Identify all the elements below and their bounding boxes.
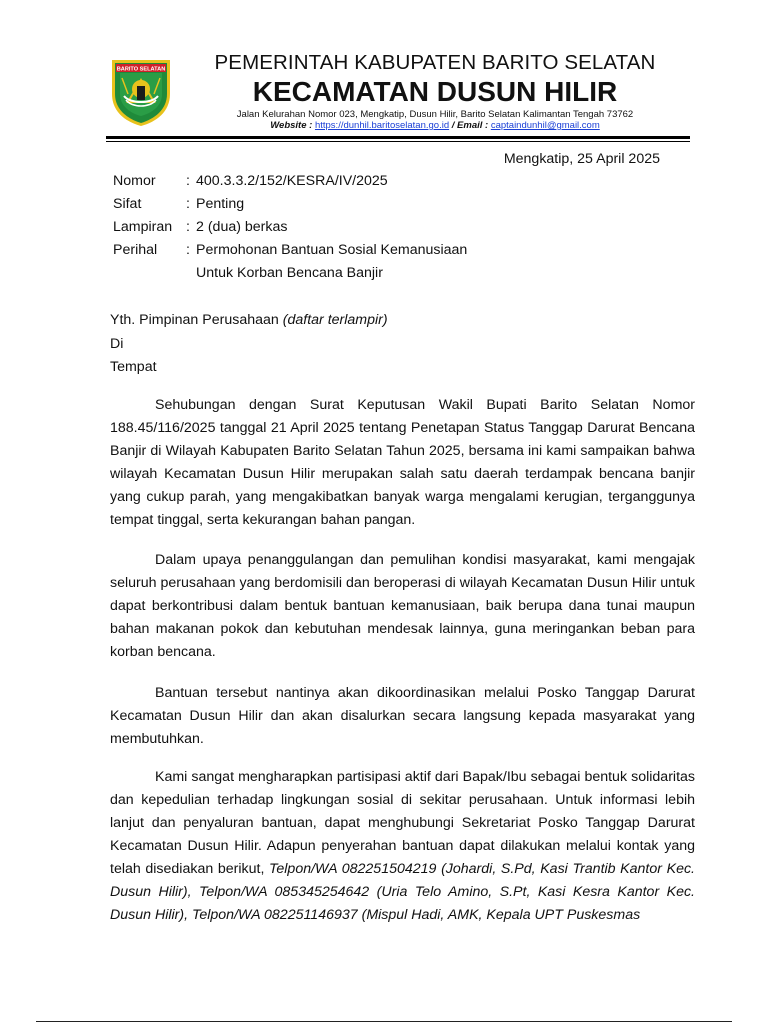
contact-separator: / [451, 120, 455, 131]
meta-lampiran-value: 2 (dua) berkas [196, 219, 288, 235]
meta-colon: : [186, 173, 190, 189]
meta-perihal-label: Perihal [113, 242, 158, 258]
letter-meta [113, 170, 467, 285]
page-bottom-rule [36, 1021, 732, 1022]
addressee-line-3: Tempat [110, 359, 157, 375]
meta-colon: : [186, 196, 190, 212]
meta-perihal-value: Permohonan Bantuan Sosial Kemanusiaan [196, 242, 468, 258]
meta-nomor-label: Nomor [113, 173, 156, 189]
email-link[interactable]: captaindunhil@gmail.com [490, 120, 600, 131]
meta-lampiran-label: Lampiran [113, 219, 173, 235]
addressee-line-2: Di [110, 335, 124, 352]
body-paragraph-3: Bantuan tersebut nantinya akan dikoordinasikan melalui Posko Tanggap Darurat Kecamatan Dusun Hilir dan akan disalurkan secara langsung kepada masyarakat yang membutuhkan. [110, 685, 695, 747]
meta-nomor-value: 400.3.3.2/152/KESRA/IV/2025 [196, 173, 388, 189]
letterhead-rule-thick [106, 136, 690, 139]
body-paragraph-1: Sehubungan dengan Surat Keputusan Wakil Bupati Barito Selatan Nomor 188.45/116/2025 tanggal 21 April 2025 tentang Penetapan Status Tanggap Darurat Bencana Banjir di Wilayah Kabupaten Barito Selatan Tahun 2025, bersama ini kami sampaikan bahwa wilayah Kecamatan Dusun Hilir merupakan salah satu daerah terdampak bencana banjir yang cukup parah, yang mengakibatkan banyak warga mengalami kerugian, terganggunya tempat tinggal, serta kekurangan bahan pangan. [110, 397, 695, 528]
letterhead-rule-thin [106, 141, 690, 142]
body-paragraph-4-contacts: Telpon/WA 082251504219 (Johardi, S.Pd, Kasi Trantib Kantor Kec. Dusun Hilir), Telpon/WA 085345254642 (Uria Telo Amino, S.Pt, Kasi Kesra Kantor Kec. Dusun Hilir), Telpon/WA 082251146937 (Mispul Hadi, AMK, Kepala UPT Puskesmas [110, 861, 695, 923]
meta-sifat [113, 193, 467, 216]
meta-perihal-value-2: Untuk Korban Bencana Banjir [196, 265, 383, 281]
meta-nomor [113, 170, 467, 193]
office-contact [180, 120, 690, 132]
meta-perihal-continued [113, 262, 467, 285]
addressee-block [110, 309, 388, 380]
website-link[interactable]: https://dunhil.baritoselatan.go.id [314, 120, 450, 131]
letter-date: Mengkatip, 25 April 2025 [503, 151, 660, 167]
office-name: KECAMATAN DUSUN HILIR [252, 76, 618, 107]
barito-selatan-emblem-icon [108, 56, 174, 128]
addressee-line-1 [110, 309, 388, 333]
government-name: PEMERINTAH KABUPATEN BARITO SELATAN [214, 51, 656, 74]
body-paragraph-4 [110, 766, 695, 927]
addressee-recipient: Yth. Pimpinan Perusahaan [110, 312, 279, 328]
meta-lampiran [113, 216, 467, 239]
body-paragraph-2: Dalam upaya penanggulangan dan pemulihan kondisi masyarakat, kami mengajak seluruh perusahaan yang berdomisili dan beroperasi di wilayah Kecamatan Dusun Hilir untuk dapat berkontribusi dalam bentuk bantuan kemanusiaan, baik berupa dana tunai maupun bahan makanan pokok dan kebutuhan mendesak lainnya, guna meringankan beban para korban bencana. [110, 552, 695, 660]
meta-colon: : [186, 219, 190, 235]
meta-sifat-value: Penting [196, 196, 245, 212]
website-label: Website : [270, 120, 313, 131]
meta-sifat-label: Sifat [113, 196, 142, 212]
email-label: Email : [457, 120, 489, 131]
office-address: Jalan Kelurahan Nomor 023, Mengkatip, Dusun Hilir, Barito Selatan Kalimantan Tengah 73762 [236, 109, 634, 120]
emblem-banner-text: BARITO SELATAN [116, 66, 166, 73]
addressee-recipient-note: (daftar terlampir) [282, 312, 388, 328]
meta-perihal [113, 239, 467, 262]
meta-colon: : [186, 242, 190, 258]
body-paragraph-4-text: Kami sangat mengharapkan partisipasi aktif dari Bapak/Ibu sebagai bentuk solidaritas dan kepedulian terhadap lingkungan sosial di sekitar perusahaan. Untuk informasi lebih lanjut dan penyaluran bantuan, dapat menghubungi Sekretariat Posko Tanggap Darurat Kecamatan Dusun Hilir. Adapun penyerahan bantuan dapat dilakukan melalui kontak yang telah disediakan berikut, [110, 769, 695, 877]
